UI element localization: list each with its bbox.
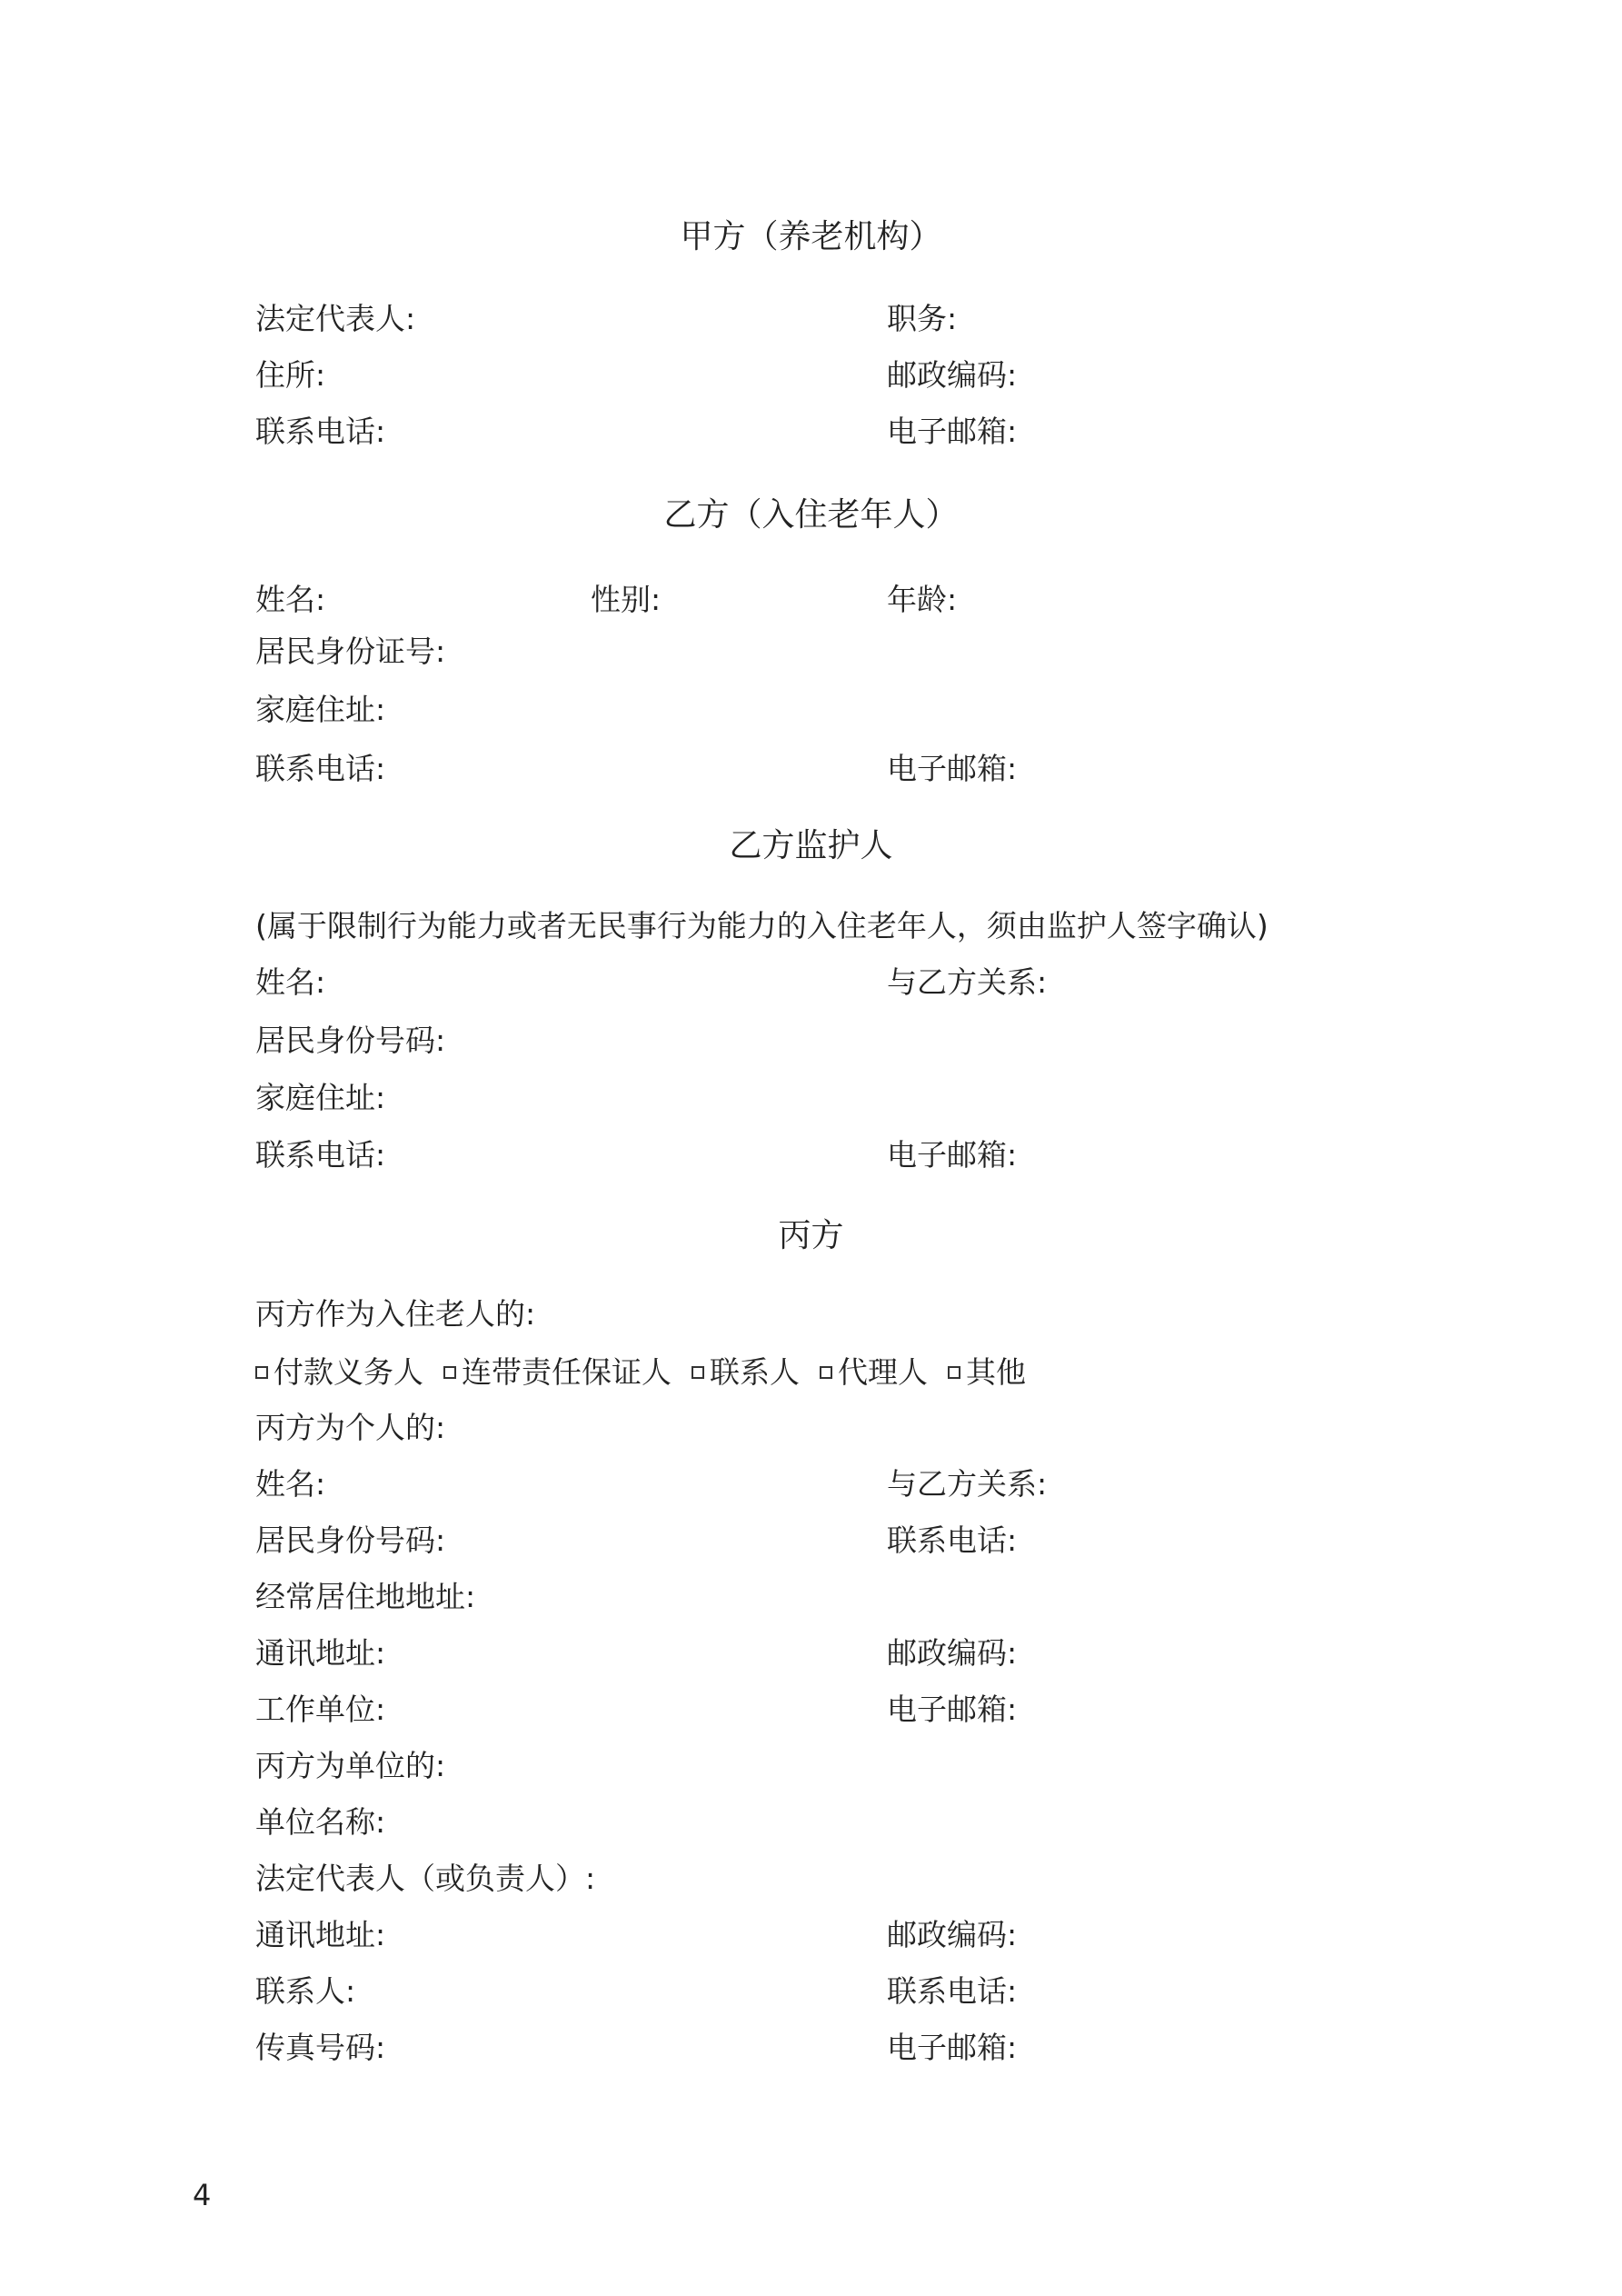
party-c-id-number-label: 居民身份号码: — [255, 1522, 446, 1558]
party-c-org-email-label: 电子邮箱: — [887, 2030, 1018, 2065]
party-b-email-label: 电子邮箱: — [887, 751, 1018, 786]
option-label: 连带责任保证人 — [462, 1354, 672, 1390]
checkbox-icon[interactable] — [255, 1366, 268, 1379]
party-c-phone-label: 联系电话: — [887, 1522, 1018, 1558]
party-b-phone-label: 联系电话: — [255, 751, 386, 786]
guardian-home-address-label: 家庭住址: — [255, 1080, 386, 1115]
party-a-legal-rep-label: 法定代表人: — [255, 301, 416, 336]
party-a-postal-code-label: 邮政编码: — [887, 357, 1018, 393]
party-b-id-number-label: 居民身份证号: — [255, 634, 446, 669]
party-b-heading: 乙方（入住老年人） — [663, 496, 959, 534]
party-a-phone-label: 联系电话: — [255, 414, 386, 449]
checkbox-icon[interactable] — [820, 1366, 832, 1379]
party-c-org-postal-code-label: 邮政编码: — [887, 1917, 1018, 1952]
guardian-note: (属于限制行为能力或者无民事行为能力的入住老年人，须由监护人签字确认) — [255, 908, 1269, 943]
party-c-mail-address-label: 通讯地址: — [255, 1635, 386, 1671]
party-b-name-label: 姓名: — [255, 582, 326, 617]
party-c-heading: 丙方 — [778, 1217, 844, 1254]
party-a-position-label: 职务: — [887, 301, 958, 336]
option-joint-guarantor[interactable] — [443, 1354, 672, 1391]
option-label: 联系人 — [710, 1354, 800, 1390]
party-a-heading: 甲方（养老机构） — [680, 218, 942, 255]
party-c-org-mail-address-label: 通讯地址: — [255, 1917, 386, 1952]
party-c-org-contact-label: 联系人: — [255, 1973, 356, 2009]
party-c-role-intro: 丙方作为入住老人的: — [255, 1296, 536, 1332]
checkbox-icon[interactable] — [692, 1366, 704, 1379]
guardian-email-label: 电子邮箱: — [887, 1137, 1018, 1173]
party-c-name-label: 姓名: — [255, 1466, 326, 1502]
party-c-org-phone-label: 联系电话: — [887, 1973, 1018, 2009]
party-c-organization-intro: 丙方为单位的: — [255, 1748, 446, 1783]
option-label: 代理人 — [838, 1354, 928, 1390]
option-contact-person[interactable] — [692, 1354, 800, 1391]
option-label: 其他 — [966, 1354, 1026, 1390]
party-c-email-label: 电子邮箱: — [887, 1692, 1018, 1727]
party-b-home-address-label: 家庭住址: — [255, 692, 386, 727]
party-c-individual-intro: 丙方为个人的: — [255, 1410, 446, 1445]
party-a-email-label: 电子邮箱: — [887, 414, 1018, 449]
guardian-name-label: 姓名: — [255, 964, 326, 1000]
party-c-org-fax-label: 传真号码: — [255, 2030, 386, 2065]
party-c-role-options — [255, 1354, 1026, 1391]
party-a-address-label: 住所: — [255, 357, 326, 393]
party-c-org-legal-rep-label: 法定代表人（或负责人）: — [255, 1861, 596, 1896]
party-c-residence-label: 经常居住地地址: — [255, 1579, 476, 1614]
party-c-postal-code-label: 邮政编码: — [887, 1635, 1018, 1671]
checkbox-icon[interactable] — [948, 1366, 960, 1379]
page-number: 4 — [193, 2178, 212, 2212]
option-label: 付款义务人 — [274, 1354, 423, 1390]
guardian-phone-label: 联系电话: — [255, 1137, 386, 1173]
party-c-relation-label: 与乙方关系: — [887, 1466, 1048, 1502]
guardian-id-number-label: 居民身份号码: — [255, 1023, 446, 1058]
option-payment-obligor[interactable] — [255, 1354, 423, 1391]
guardian-heading: 乙方监护人 — [729, 827, 893, 864]
party-b-age-label: 年龄: — [887, 582, 958, 617]
party-c-org-name-label: 单位名称: — [255, 1804, 386, 1840]
guardian-relation-label: 与乙方关系: — [887, 964, 1048, 1000]
party-b-gender-label: 性别: — [591, 582, 662, 617]
party-c-employer-label: 工作单位: — [255, 1692, 386, 1727]
checkbox-icon[interactable] — [443, 1366, 456, 1379]
option-agent[interactable] — [820, 1354, 928, 1391]
option-other[interactable] — [948, 1354, 1026, 1391]
